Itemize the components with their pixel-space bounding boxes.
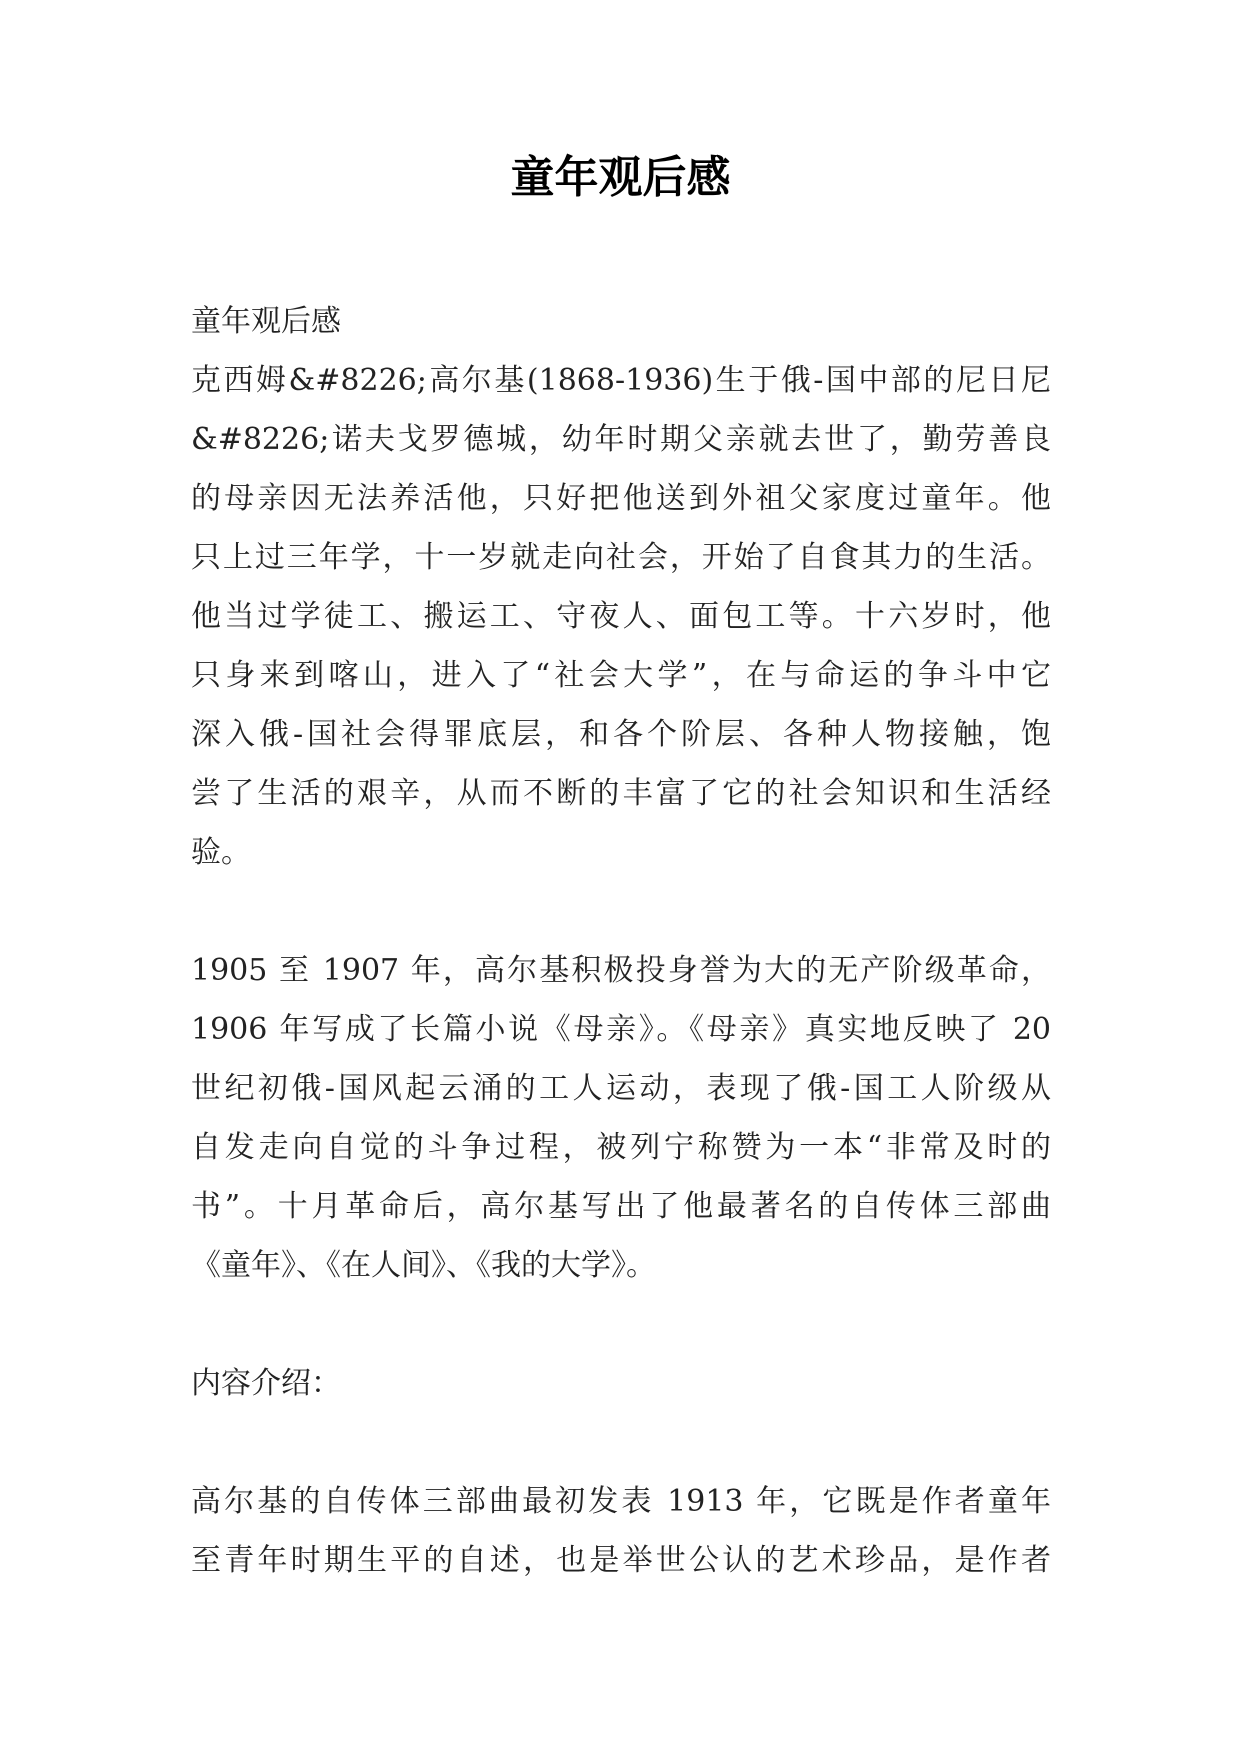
document-title: 童年观后感 bbox=[510, 152, 731, 203]
body-line: 深入俄-国社会得罪底层，和各个阶层、各种人物接触，饱 bbox=[191, 717, 1051, 752]
body-line: 只身来到喀山，进入了“社会大学”，在与命运的争斗中它 bbox=[191, 658, 1051, 693]
body-line: 克西姆&#8226;高尔基(1868-1936)生于俄-国中部的尼日尼 bbox=[191, 363, 1051, 398]
body-line: 1905 至 1907 年，高尔基积极投身誉为大的无产阶级革命， bbox=[191, 953, 1051, 988]
blank-line bbox=[191, 882, 1051, 941]
body-line: 只上过三年学，十一岁就走向社会，开始了自食其力的生活。 bbox=[191, 540, 1051, 575]
document-body bbox=[191, 292, 1051, 1590]
body-line: 世纪初俄-国风起云涌的工人运动，表现了俄-国工人阶级从 bbox=[191, 1071, 1051, 1106]
body-line: 《童年》、《在人间》、《我的大学》。 bbox=[191, 1248, 656, 1283]
body-line: 高尔基的自传体三部曲最初发表 1913 年，它既是作者童年 bbox=[191, 1484, 1051, 1519]
body-line: 尝了生活的艰辛，从而不断的丰富了它的社会知识和生活经 bbox=[191, 776, 1051, 811]
body-line: 书”。十月革命后，高尔基写出了他最著名的自传体三部曲 bbox=[191, 1189, 1051, 1224]
body-line: &#8226;诺夫戈罗德城，幼年时期父亲就去世了，勤劳善良 bbox=[191, 422, 1051, 457]
body-line: 1906 年写成了长篇小说《母亲》。《母亲》真实地反映了 20 bbox=[191, 1012, 1051, 1047]
section-heading: 内容介绍： bbox=[191, 1366, 341, 1401]
body-line: 他当过学徒工、搬运工、守夜人、面包工等。十六岁时，他 bbox=[191, 599, 1051, 634]
body-line: 的母亲因无法养活他，只好把他送到外祖父家度过童年。他 bbox=[191, 481, 1051, 516]
body-line: 验。 bbox=[191, 835, 251, 870]
body-line: 自发走向自觉的斗争过程，被列宁称赞为一本“非常及时的 bbox=[191, 1130, 1051, 1165]
blank-line bbox=[191, 1295, 1051, 1354]
body-line: 童年观后感 bbox=[191, 304, 341, 339]
body-line: 至青年时期生平的自述，也是举世公认的艺术珍品，是作者 bbox=[191, 1543, 1051, 1578]
blank-line bbox=[191, 1413, 1051, 1472]
